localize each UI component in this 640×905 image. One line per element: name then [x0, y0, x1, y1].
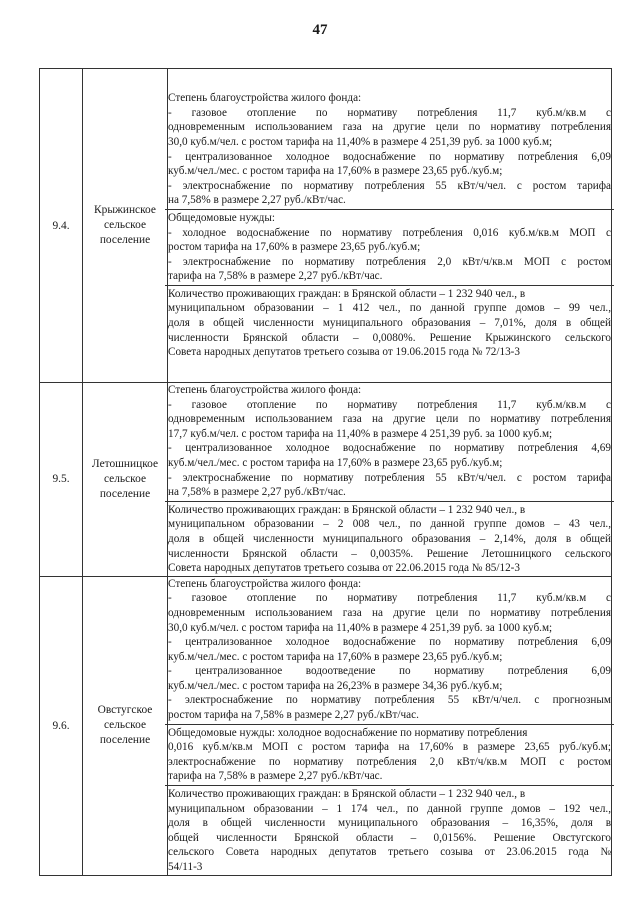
text-line: тарифа на 7,58% в размере 2,27 руб./кВт/час.	[168, 270, 383, 283]
text-line: - газовое отопление по нормативу потребления 11,7 куб.м/кв.м с	[168, 398, 611, 411]
section-divider	[165, 785, 614, 786]
settlement-name-line: поселение	[99, 234, 151, 246]
table-row	[40, 69, 612, 383]
text-line: Количество проживающих граждан: в Брянской области – 1 232 940 чел., в	[168, 287, 526, 300]
table-body	[40, 69, 612, 876]
settlement-name-line: сельское	[103, 219, 147, 231]
row-number: 9.6.	[40, 576, 83, 875]
text-line: 30,0 куб.м/чел. с ростом тарифа на 11,40% в размере 4 251,39 руб. за 1000 куб.м;	[168, 135, 553, 148]
settlement-description	[168, 576, 612, 875]
row-number: 9.5.	[40, 383, 83, 577]
text-line: 17,7 куб.м/чел. с ростом тарифа на 11,40% в размере 4 251,39 руб. за 1000 куб.м;	[168, 427, 553, 440]
text-line: - электроснабжение по нормативу потребления 55 кВт/ч/чел. с ростом тарифа	[168, 471, 611, 484]
text-line: - газовое отопление по нормативу потребления 11,7 куб.м/кв.м с	[168, 106, 611, 119]
text-line: численности Брянской области – 0,0035%. Решение Летошницкого сельского	[168, 547, 611, 560]
table-row	[40, 383, 612, 577]
text-line: Совета народных депутатов третьего созыва от 22.06.2015 года № 85/12-3	[168, 562, 521, 575]
text-line: доля в общей численности муниципального образования – 2,14%, доля в общей	[168, 532, 611, 545]
text-line: ростом тарифа на 17,60% в размере 23,65 руб./куб.м;	[168, 241, 421, 254]
settlement-name-line: Летошницкое	[91, 457, 159, 470]
text-line: - централизованное водоотведение по нормативу потребления 6,09	[168, 665, 611, 678]
section-divider	[165, 724, 614, 725]
text-line: куб.м/чел./мес. с ростом тарифа на 17,60% в размере 23,65 руб./куб.м;	[168, 165, 503, 178]
text-line: Количество проживающих граждан: в Брянской области – 1 232 940 чел., в	[168, 503, 526, 516]
text-line: электроснабжение по нормативу потребления 2,0 кВт/ч/кв.м МОП с ростом	[168, 755, 611, 768]
text-line: - централизованное холодное водоснабжение по нормативу потребления 6,09	[168, 636, 611, 649]
settlement-description	[168, 69, 612, 383]
section-divider	[165, 209, 614, 210]
description-section	[168, 383, 611, 500]
text-line: сельского Совета народных депутатов третьего созыва от 23.06.2015 года №	[168, 846, 611, 859]
text-line: куб.м/чел./мес. с ростом тарифа на 17,60% в размере 23,65 руб./куб.м;	[168, 456, 503, 469]
description-section	[168, 726, 611, 784]
row-number: 9.4.	[40, 69, 83, 383]
text-line: общей численности Брянской области – 0,0156%. Решение Овстугского	[168, 831, 611, 844]
text-line: Количество проживающих граждан: в Брянской области – 1 232 940 чел., в	[168, 788, 526, 801]
text-line: - газовое отопление по нормативу потребления 11,7 куб.м/кв.м с	[168, 592, 611, 605]
settlement-description	[168, 383, 612, 577]
text-line: - электроснабжение по нормативу потребления 55 кВт/ч/чел. с прогнозным	[168, 694, 611, 707]
text-line: - централизованное холодное водоснабжение по нормативу потребления 4,69	[168, 442, 611, 455]
description-section	[168, 787, 611, 875]
settlement-name-line: сельское	[103, 472, 147, 485]
settlement-name-line: сельское	[103, 719, 147, 732]
text-line: - электроснабжение по нормативу потребления 55 кВт/ч/чел. с ростом тарифа	[168, 179, 611, 192]
text-line: Общедомовые нужды:	[168, 211, 275, 224]
text-line: - холодное водоснабжение по нормативу потребления 0,016 куб.м/кв.м МОП с	[168, 226, 611, 239]
description-section	[168, 503, 611, 576]
text-line: на 7,58% в размере 2,27 руб./кВт/час.	[168, 486, 346, 499]
text-line: доля в общей численности муниципального образования – 7,01%, доля в общей	[168, 317, 611, 330]
section-divider	[165, 501, 614, 502]
text-line: одновременным использованием газа на другие цели по нормативу потребления	[168, 121, 611, 134]
table-row	[40, 576, 612, 875]
text-line: - централизованное холодное водоснабжение по нормативу потребления 6,09	[168, 150, 611, 163]
text-line: - электроснабжение по нормативу потребления 2,0 кВт/ч/кв.м МОП с ростом	[168, 255, 611, 268]
description-section	[168, 577, 611, 723]
text-line: 54/11-3	[168, 861, 203, 873]
page-number: 47	[312, 22, 328, 38]
text-line: Степень благоустройства жилого фонда:	[168, 384, 362, 396]
settlement-name-line: поселение	[99, 734, 151, 747]
settlement-name-line: Крыжинское	[94, 204, 156, 216]
description-section	[168, 91, 611, 208]
text-line: Степень благоустройства жилого фонда:	[168, 577, 362, 590]
text-line: Общедомовые нужды: холодное водоснабжение по нормативу потребления	[168, 726, 528, 739]
text-line: 30,0 куб.м/чел. с ростом тарифа на 11,40% в размере 4 251,39 руб. за 1000 куб.м;	[168, 621, 553, 634]
text-line: куб.м/чел./мес. с ростом тарифа на 26,23% в размере 34,36 руб./куб.м;	[168, 679, 503, 692]
text-line: численности Брянской области – 0,0080%. Решение Крыжинского сельского	[168, 331, 611, 344]
tariff-table	[39, 68, 612, 876]
text-line: доля в общей численности муниципального образования – 16,35%, доля в	[168, 817, 611, 830]
text-line: куб.м/чел./мес. с ростом тарифа на 17,60% в размере 23,65 руб./куб.м;	[168, 650, 503, 663]
text-line: тарифа на 7,58% в размере 2,27 руб./кВт/час.	[168, 770, 383, 783]
text-line: Степень благоустройства жилого фонда:	[168, 92, 362, 105]
settlement-name-line: Овстугское	[97, 704, 153, 717]
text-line: 0,016 куб.м/кв.м МОП с ростом тарифа на 17,60% в размере 23,65 руб./куб.м;	[168, 741, 611, 754]
settlement-name-line: поселение	[99, 487, 151, 500]
text-line: муниципальном образовании – 1 412 чел., по данной группе домов – 99 чел.,	[168, 302, 611, 315]
section-divider	[165, 285, 614, 286]
text-line: Совета народных депутатов третьего созыва от 19.06.2015 года № 72/13-3	[168, 346, 521, 359]
text-line: муниципальном образовании – 2 008 чел., по данной группе домов – 43 чел.,	[168, 518, 611, 531]
text-line: ростом тарифа на 7,58% в размере 2,27 руб./кВт/час.	[168, 709, 419, 722]
text-line: муниципальном образовании – 1 174 чел., по данной группе домов – 192 чел.,	[168, 802, 611, 815]
text-line: одновременным использованием газа на другие цели по нормативу потребления	[168, 606, 611, 619]
description-section	[168, 287, 611, 360]
text-line: одновременным использованием газа на другие цели по нормативу потребления	[168, 413, 611, 426]
description-section	[168, 211, 611, 284]
settlement-name	[83, 383, 168, 577]
text-line: на 7,58% в размере 2,27 руб./кВт/час.	[168, 194, 346, 207]
settlement-name	[83, 576, 168, 875]
settlement-name	[83, 69, 168, 383]
